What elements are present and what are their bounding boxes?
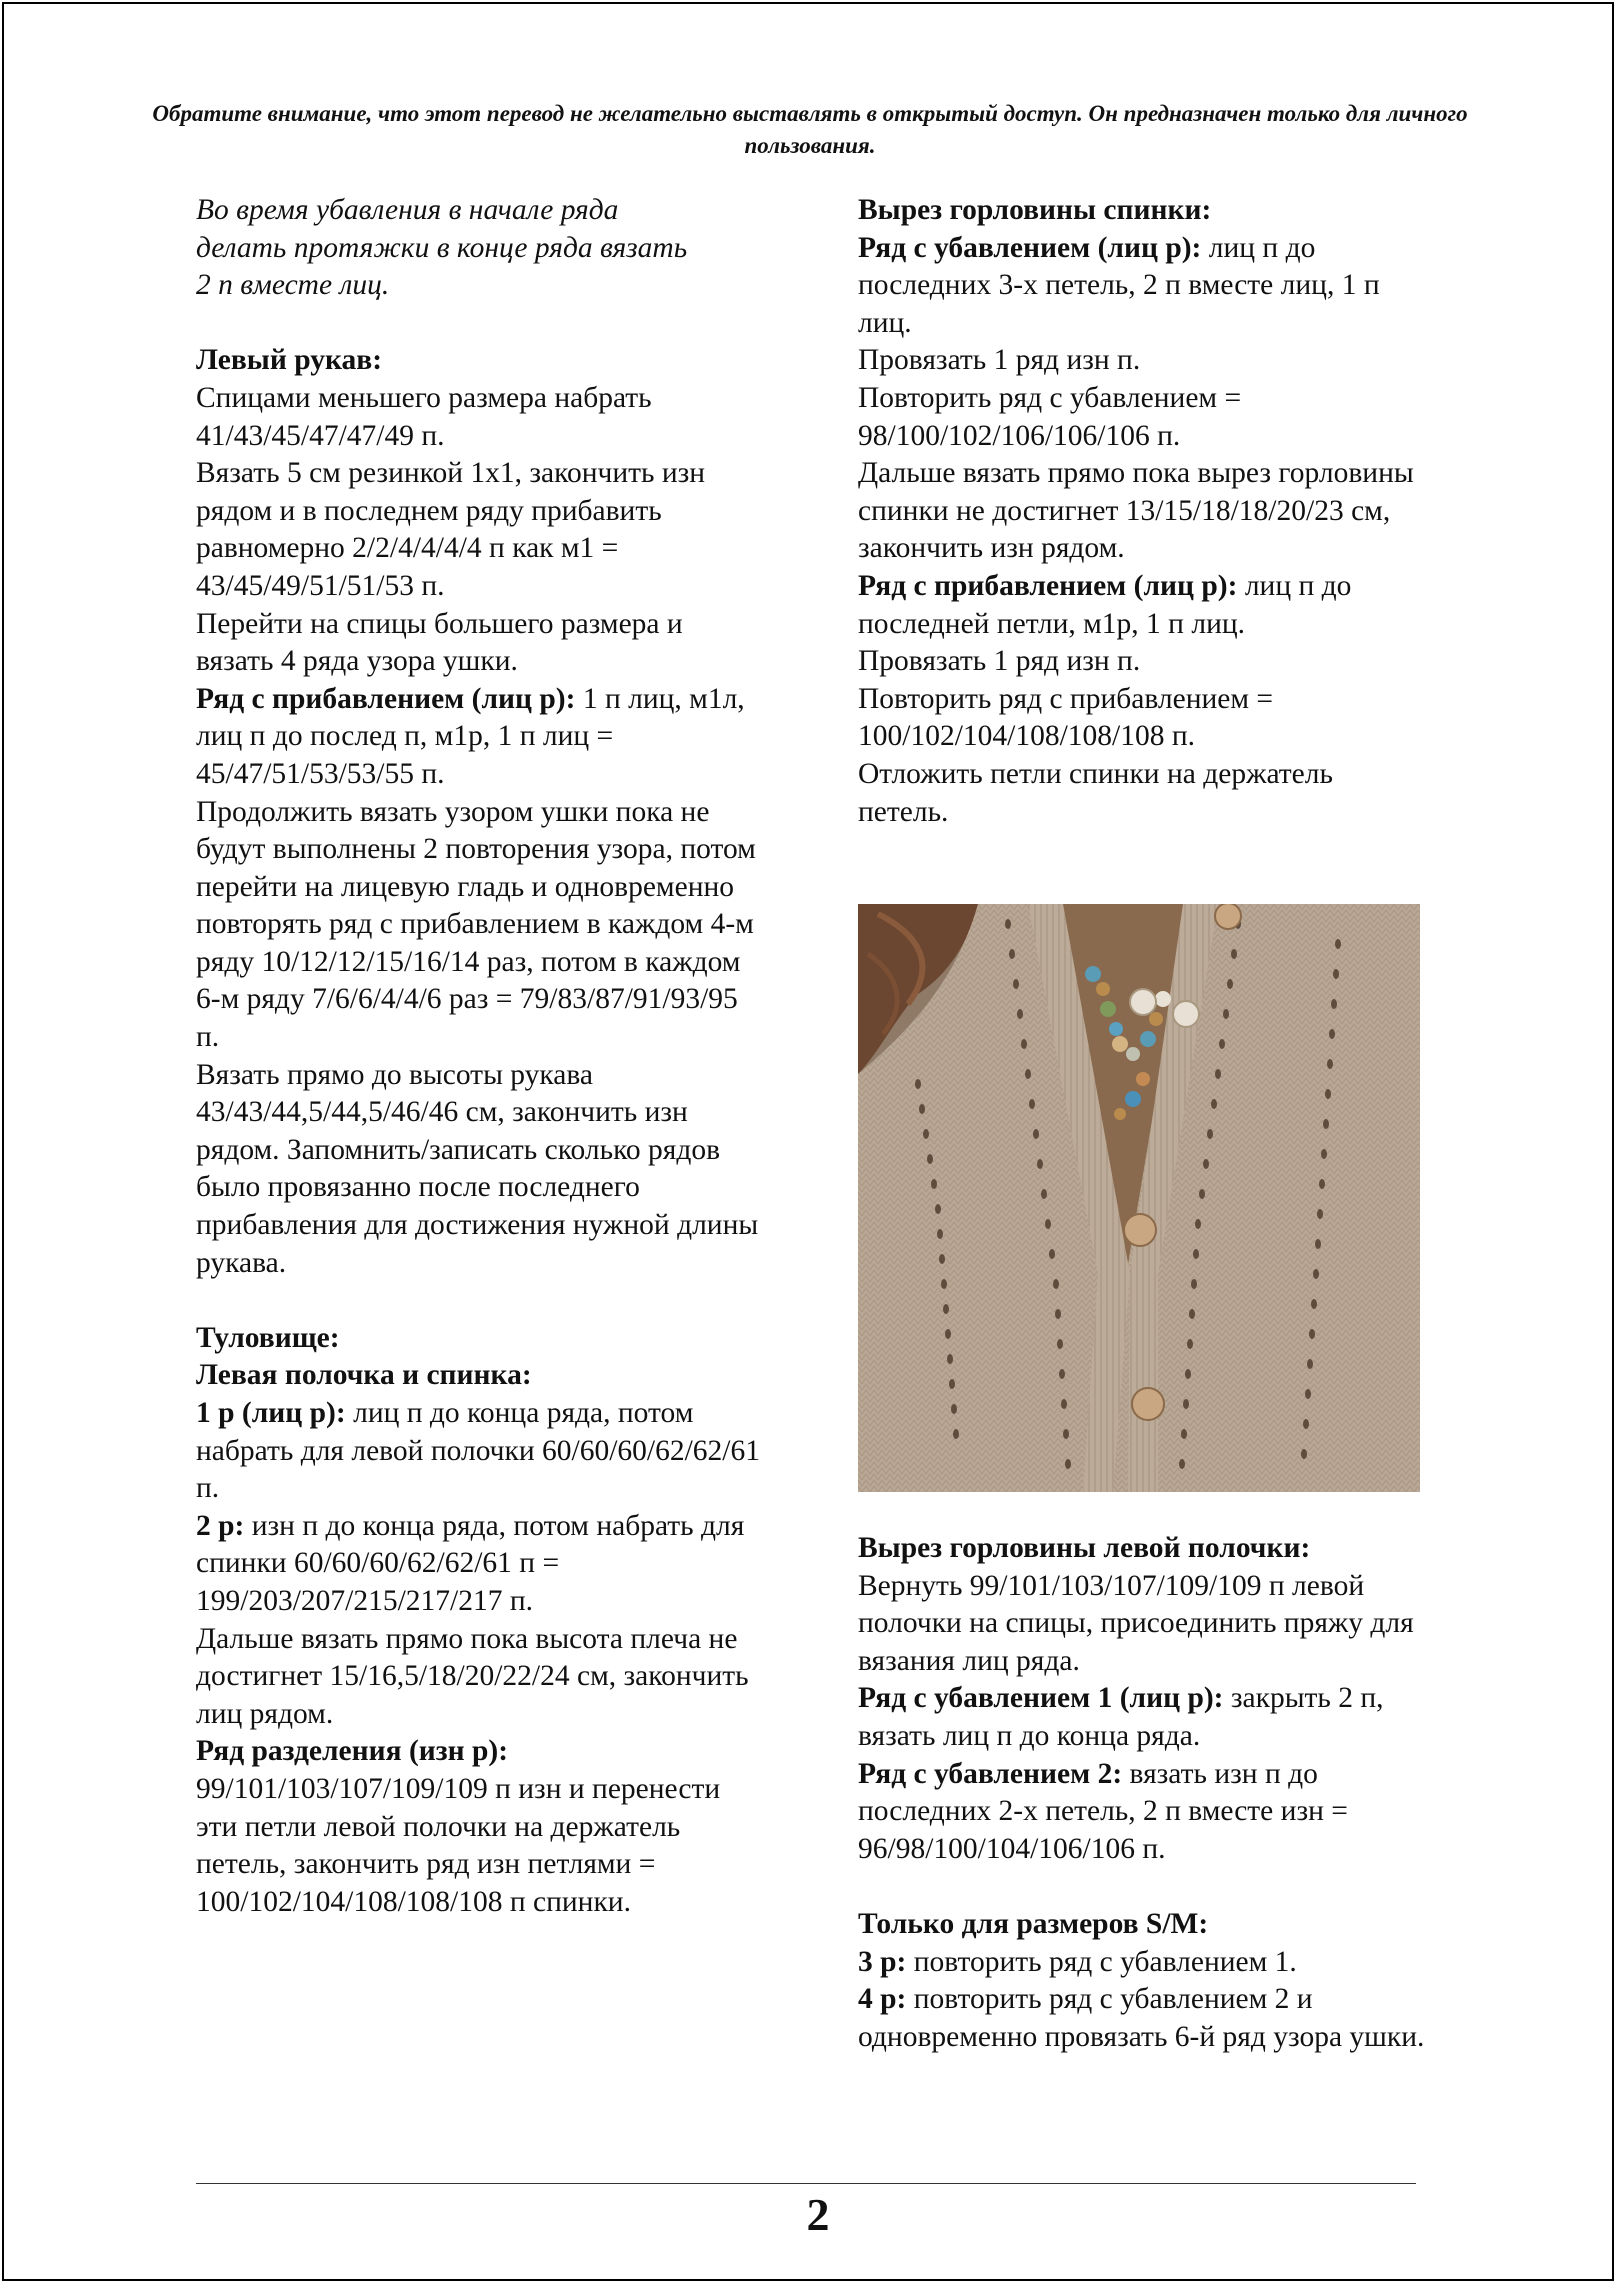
body-subheading: Левая полочка и спинка:	[196, 1359, 532, 1392]
front-neck-dec2-row	[858, 1756, 1428, 1869]
body-divide-text: 99/101/103/107/109/109 п изн и перенести эти петли левой полочки на держатель петель, закончить ряд изн петлями = 100/102/104/108/108/108 п спинки.	[196, 1772, 721, 1918]
back-neck-repeat-inc: Повторить ряд с прибавлением = 100/102/104/108/108/108 п.	[858, 682, 1274, 753]
sleeve-heading: Левый рукав:	[196, 344, 383, 377]
back-neck-dec-text: лиц п до последних 3-х петель, 2 п вместе лиц, 1 п лиц.	[858, 231, 1380, 339]
back-neck-inc-text: лиц п до последней петли, м1р, 1 п лиц.	[858, 569, 1352, 640]
body-straight: Дальше вязать прямо пока высота плеча не достигнет 15/16,5/18/20/22/24 см, закончить лиц рядом.	[196, 1622, 749, 1730]
body-row-2-label: 2 р:	[196, 1509, 245, 1542]
intro-line-2: делать протяжки в конце ряда вязать	[196, 231, 688, 264]
body-row-1-text: лиц п до конца ряда, потом набрать для левой полочки 60/60/60/62/62/61 п.	[196, 1397, 760, 1505]
left-column	[196, 192, 766, 1921]
cardigan-photo	[858, 904, 1420, 1492]
front-neck-heading: Вырез горловины левой полочки:	[858, 1532, 1311, 1564]
sizes-sm-row-4	[858, 1981, 1428, 2056]
body-heading: Туловище:	[196, 1321, 340, 1354]
body-divide-label: Ряд разделения (изн р):	[196, 1735, 509, 1768]
front-neck-dec2-label: Ряд с убавлением 2:	[858, 1757, 1123, 1790]
back-neck-straight: Дальше вязать прямо пока вырез горловины спинки не достигнет 13/15/18/18/20/23 см, закончить изн рядом.	[858, 457, 1414, 565]
body-row-2-text: изн п до конца ряда, потом набрать для спинки 60/60/60/62/62/61 п = 199/203/207/215/217/217 п.	[196, 1509, 745, 1617]
footer-divider	[196, 2183, 1416, 2184]
sleeve-inc-row	[196, 681, 766, 794]
sizes-sm-heading: Только для размеров S/M:	[858, 1907, 1209, 1940]
body-row-1-label: 1 р (лиц р):	[196, 1397, 346, 1429]
body-row-1	[196, 1395, 766, 1508]
back-neck-repeat-dec: Повторить ряд с убавлением = 98/100/102/106/106/106 п.	[858, 381, 1242, 452]
back-neck-purl-row-2: Провязать 1 ряд изн п.	[858, 645, 1141, 678]
sleeve-inc-label: Ряд с прибавлением (лиц р):	[196, 682, 576, 715]
sizes-sm-row-3-text: повторить ряд с убавлением 1.	[906, 1945, 1297, 1978]
right-column-bottom	[858, 1530, 1428, 2056]
cardigan-illustration	[858, 904, 1420, 1492]
sleeve-length: Вязать прямо до высоты рукава 43/43/44,5/44,5/46/46 см, закончить изн рядом. Запомнить/записать сколько рядов было провязанно после последнего прибавления для достижения нужной длины рукава.	[196, 1058, 759, 1279]
intro-line-1: Во время убавления в начале ряда	[196, 194, 619, 226]
front-neck-dec2-text: вязать изн п до последних 2-х петель, 2 п вместе изн = 96/98/100/104/106/106 п.	[858, 1757, 1348, 1865]
sizes-sm-row-3-label: 3 р:	[858, 1945, 907, 1978]
front-neck-dec1-label: Ряд с убавлением 1 (лиц р):	[858, 1682, 1224, 1715]
sleeve-cast-on: Спицами меньшего размера набрать 41/43/45/47/47/49 п.	[196, 381, 652, 452]
back-neck-inc-label: Ряд с прибавлением (лиц р):	[858, 569, 1238, 602]
intro-line-3: 2 п вместе лиц.	[196, 269, 390, 302]
body-row-2	[196, 1508, 766, 1621]
sizes-sm-row-4-label: 4 р:	[858, 1983, 907, 2016]
back-neck-dec-label: Ряд с убавлением (лиц р):	[858, 231, 1202, 264]
copyright-notice: Обратите внимание, что этот перевод не желательно выставлять в открытый доступ. Он предназначен только для личного пользования.	[152, 101, 1468, 158]
front-neck-dec1-text: закрыть 2 п, вязать лиц п до конца ряда.	[858, 1682, 1384, 1752]
back-neck-heading: Вырез горловины спинки:	[858, 194, 1212, 226]
back-neck-inc-row	[858, 568, 1428, 643]
sleeve-switch: Перейти на спицы большего размера и вязать 4 ряда узора ушки.	[196, 607, 683, 678]
sizes-sm-row-3	[858, 1944, 1428, 1982]
sizes-sm-row-4-text: повторить ряд с убавлением 2 и одновременно провязать 6-й ряд узора ушки.	[858, 1983, 1425, 2053]
right-column-top	[858, 192, 1428, 831]
back-neck-hold: Отложить петли спинки на держатель петель.	[858, 757, 1333, 828]
page-number: 2	[806, 2189, 830, 2240]
back-neck-purl-row: Провязать 1 ряд изн п.	[858, 344, 1141, 377]
sleeve-continue: Продолжить вязать узором ушки пока не будут выполнены 2 повторения узора, потом перейти на лицевую гладь и одновременно повторять ряд с прибавлением в каждом 4-м ряду 10/12/12/15/16/14 раз, потом в каждом 6-м ряду 7/6/6/4/4/6 раз = 79/83/87/91/93/95 п.	[196, 795, 756, 1054]
front-neck-dec1-row	[858, 1680, 1428, 1755]
front-neck-return: Вернуть 99/101/103/107/109/109 п левой полочки на спицы, присоединить пряжу для вязания лиц ряда.	[858, 1569, 1414, 1677]
sleeve-rib: Вязать 5 см резинкой 1х1, закончить изн рядом и в последнем ряду прибавить равномерно 2/2/4/4/4/4 п как м1 = 43/45/49/51/51/53 п.	[196, 457, 706, 602]
sleeve-inc-text: 1 п лиц, м1л, лиц п до послед п, м1р, 1 п лиц = 45/47/51/53/53/55 п.	[196, 682, 745, 790]
back-neck-dec-row	[858, 230, 1428, 343]
